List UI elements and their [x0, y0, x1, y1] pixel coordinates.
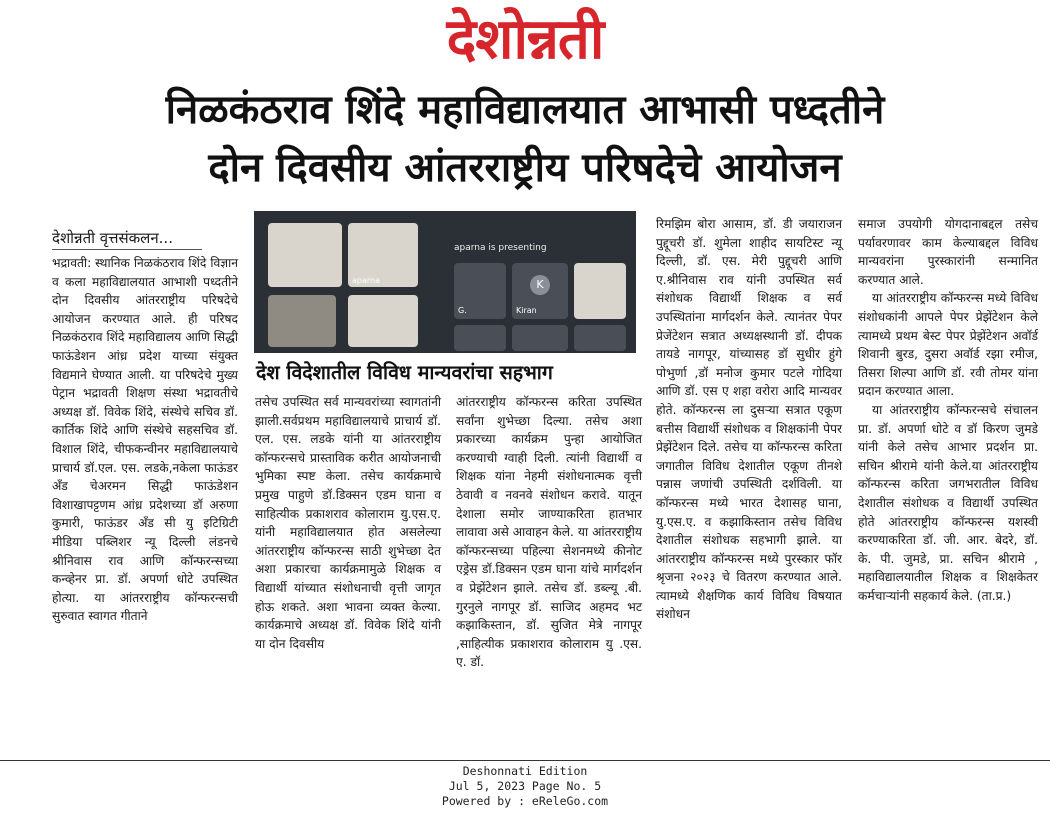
byline: देशोन्नती वृत्तसंकलन... [52, 215, 202, 250]
column-2-text: तसेच उपस्थित सर्व मान्यवरांच्या स्वागतांनी झाली.सर्वप्रथम महाविद्यालयाचे प्राचार्य डॉ. एल. एस. लडके यांनी या आंतरराष्ट्रीय कॉन्फरन्सचे प्रास्ताविक करीत आयोजनाची भुमिका स्पष्ट केला. तसेच कार्यक्रमाचे प्रमुख पाहुणे डॉ.डिक्सन एडम घाना व साहित्यीक प्रकाशराव कोलाराम यु.एस.ए. यांनी महाविद्यालयात होत असलेल्या आंतरराष्ट्रीय कॉन्फरन्स साठी शुभेच्छा देत अशा प्रकारचा कार्यक्रमामुळे शिक्षक व विद्यार्थी यांच्यात संशोधनाची वृत्ती जागृत होऊ शकते. अशा भावना व्यक्त केल्या. कार्यक्रमाचे अध्यक्ष डॉ. विवेक शिंदे यांनी या दोन दिवसीय [255, 395, 441, 651]
article-column-5 [858, 215, 1038, 605]
participant-tile-aparna [348, 223, 418, 287]
participant-tile [574, 325, 626, 351]
tile-label: aparna [352, 276, 381, 285]
column-5-paragraph-3: या आंतरराष्ट्रीय कॉन्फरन्सचे संचालन प्रा. डॉ. अपर्णा धोटे व डॉ किरण जुमडे यांनी केले तसेच आभार प्रदर्शन प्रा. सचिन श्रीरामे यांनी केले.या आंतरराष्ट्रीय कॉन्फरन्स करिता जगभरातील विविध देशातील संशोधक व विद्यार्थी उपस्थित होते आंतरराष्ट्रीय कॉन्फरन्स यशस्वी करण्याकरिता डॉ. जी. आर. बेदरे, डॉ. के. पी. जुमडे, प्रा. सचिन श्रीरामे , महाविद्यालयातील शिक्षक व शिक्षकेतर कर्मचाऱ्यांनी सहकार्य केले. (ता.प्र.) [858, 402, 1038, 603]
tile-label: Kiran [516, 306, 537, 315]
presenting-text: aparna is presenting [454, 243, 547, 253]
edition-footer [0, 764, 1050, 809]
participant-tile [512, 325, 568, 351]
column-5-paragraph-1: समाज उपयोगी योगदानाबद्दल तसेच पर्यावरणावर काम केल्याबद्दल विविध मान्यवरांना पुरस्कारांनी सन्मानित करण्यात आले. [858, 217, 1038, 287]
article-column-4 [656, 215, 842, 624]
participant-tile [348, 295, 418, 347]
edition-name: Deshonnati Edition [462, 764, 588, 778]
column-1-text: भद्रावती: स्थानिक निळकंठराव शिंदे विज्ञान व कला महाविद्यालयात आभाशी पध्दतीने दोन दिवसीय आंतरराष्ट्रीय परिषदेचे आयोजन करण्यात आले. ही परिषद निळकंठराव शिंदे महाविद्यालय आणि सिद्धी फाऊंडेशन आंध्र प्रदेश याच्या संयुक्त विद्यमाने घेण्यात आली. या परिषदेचे मुख्य पेट्रान भद्रावती शिक्षण संस्था भद्रावतीचे अध्यक्ष डॉ. विवेक शिंदे, संस्थेचे सचिव डॉ. कार्तिक शिंदे आणि संस्थेचे सहसचिव डॉ. विशाल शिंदे, चीफकन्वीनर महाविद्यालयाचे प्राचार्य डॉ.एल. एस. लडके,नकेला फाऊंडर अँड चेअरमन सिद्धी फाऊंडेशन विशाखापट्टणम आंध्र प्रदेशच्या डॉ अरुणा कुमारी, फाऊंडर अँड सी यु इटिग्रिटी मीडिया पब्लिशर न्यू दिल्ली लंडनचे श्रीनिवास राव आणि कॉन्फरन्सच्या कन्व्हेनर प्रा. डॉ. अपर्णा धोटे उपस्थित होत्या. या आंतरराष्ट्रीय कॉन्फरन्सची सुरुवात स्वागत गीताने [52, 256, 238, 624]
headline-line-2: दोन दिवसीय आंतरराष्ट्रीय परिषदेचे आयोजन [208, 145, 842, 191]
headline-line-1: निळकंठराव शिंदे महाविद्यालयात आभासी पध्दतीने [165, 87, 885, 133]
participant-tile [268, 223, 342, 287]
column-5-paragraph-2: या आंतरराष्ट्रीय कॉन्फरन्स मध्ये विविध संशोधकांनी आपले पेपर प्रेझेंटेशन केले त्यामध्ये प्रथम बेस्ट पेपर प्रेझेंटेशन अवॉर्ड शिवानी बुरड, दुसरा अवॉर्ड रझा रमीज, तिसरा शिल्पा आणि डॉ. रवी तोमर यांना प्रदान करण्यात आला. [858, 291, 1038, 399]
column-4-text: रिमझिम बोरा आसाम, डॉ. डी जयाराजन पुद्दूचरी डॉ. शुमेला शाहीद सायटिस्ट न्यू दिल्ली, डॉ. एस. मेरी पुद्दूचरी आणि ए.श्रीनिवास राव यांनी उपस्थित सर्व संशोधक विद्यार्थी शिक्षक व सर्व उपस्थितांना मार्गदर्शन केले. त्यानंतर पेपर प्रेजेंटेशन सत्रात अध्यक्षस्थानी डॉ. दीपक तायडे नागपूर, यांच्यासह डॉ सुधीर हुंगे पोभुर्णा ,डॉ मनोज कुमार पटले गोदिया आणि डॉ. एस ए शहा वरोरा आदि मान्यवर होते. कॉन्फरन्स ला दुसऱ्या सत्रात एकूण बत्तीस विद्यार्थी संशोधक व शिक्षकांनी पेपर प्रेझेंटेशन दिले. तसेच या कॉन्फरन्स करिता जगातील विविध देशातील एकूण तीनशे पन्नास जणांची उपस्थिती दर्शविली. या कॉन्फरन्स मध्ये भारत देशासह घाना, यु.एस.ए. व कझाकिस्तान तसेच विविध देशातील संशोधक सहभागी झाले. या आंतरराष्ट्रीय कॉन्फरन्स मध्ये पुरस्कार फॉर श्रृजना २०२३ चे वितरण करण्यात आले. त्यामध्ये शैक्षणिक कार्य विविध विषयात संशोधन [656, 217, 842, 622]
participant-tile [268, 295, 336, 347]
article-column-1 [52, 215, 238, 626]
participant-tile-g [454, 263, 506, 319]
tile-label: G. [458, 306, 467, 315]
participant-tile [574, 263, 626, 319]
edition-date-page: Jul 5, 2023 Page No. 5 [448, 779, 602, 793]
article-subheading: देश विदेशातील विविध मान्यवरांचा सहभाग [256, 361, 553, 384]
footer-divider [0, 760, 1050, 761]
article-column-2 [255, 393, 441, 653]
video-conference-photo [254, 211, 636, 353]
powered-by: Powered by : eReleGo.com [441, 794, 609, 808]
newspaper-masthead: देशोन्नती [446, 7, 604, 72]
column-3-text: आंतरराष्ट्रीय कॉन्फरन्स करिता उपस्थित सर्वांना शुभेच्छा दिल्या. तसेच अशा प्रकारच्या कार्यक्रम पुन्हा आयोजित करण्याची ग्वाही दिली. त्यांनी विद्यार्थी व शिक्षक यांना नेहमी संशोधनात्मक वृत्ती ठेवावी व नवनवे संशोधन करावे. यातून देशाला समोर जाण्याकरिता हातभार लावावा असे आवाहन केले. या आंतरराष्ट्रीय कॉन्फरन्सच्या पहिल्या सेशनमध्ये कीनोट एड्रेस डॉ.डिक्सन एडम घाना यांचे मार्गदर्शन व प्रेझेंटेशन झाले. तसेच डॉ. डब्ल्यू .बी. गुरनुले नागपूर डॉ. साजिद अहमद भट कझाकिस्तान, डॉ. सुजित मेत्रे नागपूर ,साहित्यीक प्रकाशराव कोलाराम यु .एस. ए. डॉ. [456, 395, 642, 670]
participant-tile [454, 325, 506, 351]
article-column-3 [456, 393, 642, 672]
participant-tile-kiran [512, 263, 568, 319]
avatar: K [530, 275, 550, 295]
